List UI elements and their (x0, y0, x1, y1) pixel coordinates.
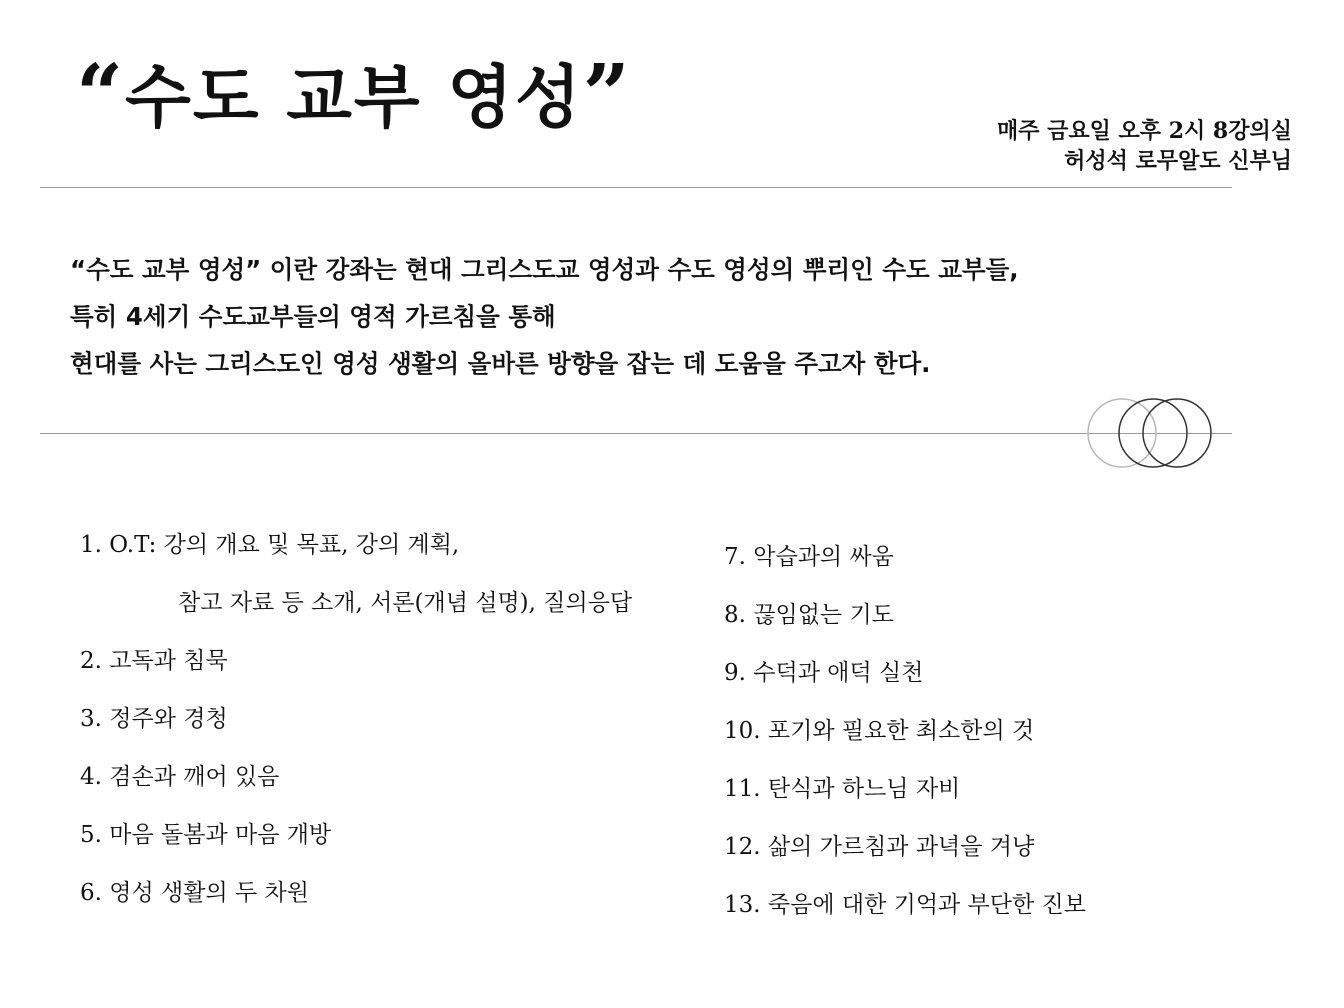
syllabus-item: 9. 수덕과 애덕 실천 (724, 660, 924, 686)
close-quote-mark: ” (582, 47, 632, 143)
syllabus-item: 13. 죽음에 대한 기억과 부단한 진보 (724, 892, 1086, 918)
description-line: 현대를 사는 그리스도인 영성 생활의 올바른 방향을 잡는 데 도움을 주고자 한다. (70, 349, 931, 378)
syllabus-item: 5. 마음 돌봄과 마음 개방 (80, 822, 332, 848)
syllabus-item: 2. 고독과 침묵 (80, 648, 228, 674)
syllabus-item: 10. 포기와 필요한 최소한의 것 (724, 718, 1035, 744)
syllabus-item: 12. 삶의 가르침과 과녁을 겨냥 (724, 834, 1035, 860)
title-text: 수도 교부 영성 (125, 58, 583, 138)
description-line: 특히 4세기 수도교부들의 영적 가르침을 통해 (70, 302, 556, 331)
open-quote-mark: “ (76, 47, 126, 143)
course-description (70, 246, 1019, 387)
course-meta (997, 116, 1292, 176)
syllabus-item-continuation: 참고 자료 등 소개, 서론(개념 설명), 질의응답 (178, 590, 633, 616)
syllabus-item: 11. 탄식과 하느님 자비 (724, 776, 961, 802)
schedule-text: 매주 금요일 오후 2시 8강의실 (996, 118, 1292, 144)
syllabus-item: 1. O.T: 강의 개요 및 목표, 강의 계획, (80, 532, 460, 558)
light-ring (1088, 399, 1156, 467)
syllabus-item: 4. 겸손과 깨어 있음 (80, 764, 280, 790)
overlapping-circles-decoration (1080, 392, 1220, 474)
syllabus-item: 8. 끊임없는 기도 (724, 602, 894, 628)
page-title (76, 47, 632, 143)
syllabus-item: 6. 영성 생활의 두 차원 (80, 880, 309, 906)
middle-divider (40, 433, 1232, 434)
syllabus-right-column (724, 540, 1086, 946)
description-line: “수도 교부 영성” 이란 강좌는 현대 그리스도교 영성과 수도 영성의 뿌리인 수도 교부들, (70, 255, 1019, 284)
syllabus-left-column (80, 528, 632, 934)
syllabus-item: 7. 악습과의 싸움 (724, 544, 894, 570)
syllabus-item: 3. 정주와 경청 (80, 706, 228, 732)
top-divider (40, 187, 1232, 188)
lecturer-text: 허성석 로무알도 신부님 (1064, 148, 1292, 174)
